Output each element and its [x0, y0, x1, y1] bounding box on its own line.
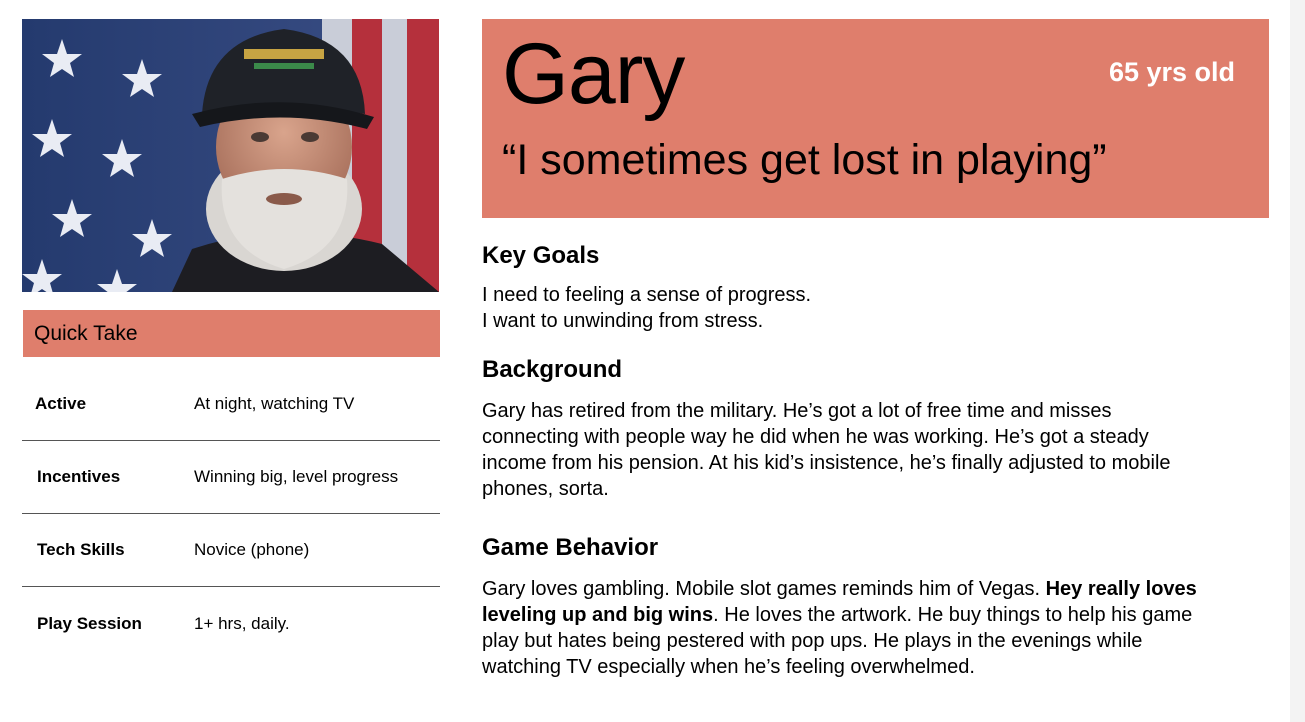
- section-title: Background: [482, 356, 623, 383]
- quick-take-header: [23, 310, 440, 357]
- quick-take-value: At night, watching TV: [194, 394, 355, 413]
- game-behavior-text-part: . He loves the artwork. He buy things to help his game play but hates being pestered with pop ups. He plays in the evenings while watching TV especially when he’s feeling overwhelmed.: [482, 604, 1193, 678]
- quick-take-table: [22, 368, 440, 660]
- section-title: Game Behavior: [482, 534, 659, 561]
- quick-take-key: Active: [35, 394, 87, 413]
- section-title: Key Goals: [482, 242, 600, 269]
- background-text: Gary has retired from the military. He’s got a lot of free time and misses connecting with people way he did when he was working. He’s got a steady income from his pension. At his kid’s insistence, he’s finally adjusted to mobile phones, sorta.: [482, 400, 1171, 500]
- quick-take-value: Novice (phone): [194, 540, 310, 559]
- game-behavior-text-part: Gary loves gambling. Mobile slot games reminds him of Vegas.: [482, 578, 1046, 600]
- persona-age: 65 yrs old: [1108, 57, 1235, 87]
- quick-take-value: 1+ hrs, daily.: [194, 613, 290, 633]
- section-key-goals: [482, 242, 1242, 334]
- persona-quote: “I sometimes get lost in playing”: [502, 136, 1107, 184]
- key-goal-line: I want to unwinding from stress.: [482, 310, 764, 332]
- quick-take-row-active: [22, 368, 440, 441]
- key-goal-line: I need to feeling a sense of progress.: [482, 284, 812, 306]
- game-behavior-emphasis: Hey really loves leveling up and big wins: [482, 578, 1197, 626]
- game-behavior-text: [482, 576, 1212, 680]
- quick-take-row-tech-skills: [22, 514, 440, 587]
- persona-header-card: [482, 19, 1269, 218]
- persona-photo: [22, 19, 439, 292]
- quick-take-value: Winning big, level progress: [194, 467, 399, 486]
- persona-name: Gary: [502, 26, 685, 122]
- quick-take-key: Tech Skills: [37, 540, 125, 559]
- quick-take-row-incentives: [22, 441, 440, 514]
- section-background: [482, 356, 1242, 502]
- quick-take-title: Quick Take: [34, 321, 138, 345]
- right-edge-strip: [1290, 0, 1305, 722]
- key-goals-text: [482, 282, 1242, 334]
- persona-photo-image: [22, 19, 439, 292]
- section-game-behavior: [482, 534, 1242, 680]
- quick-take-key: Play Session: [37, 613, 142, 633]
- quick-take-key: Incentives: [37, 467, 121, 486]
- quick-take-row-play-session: [22, 587, 440, 660]
